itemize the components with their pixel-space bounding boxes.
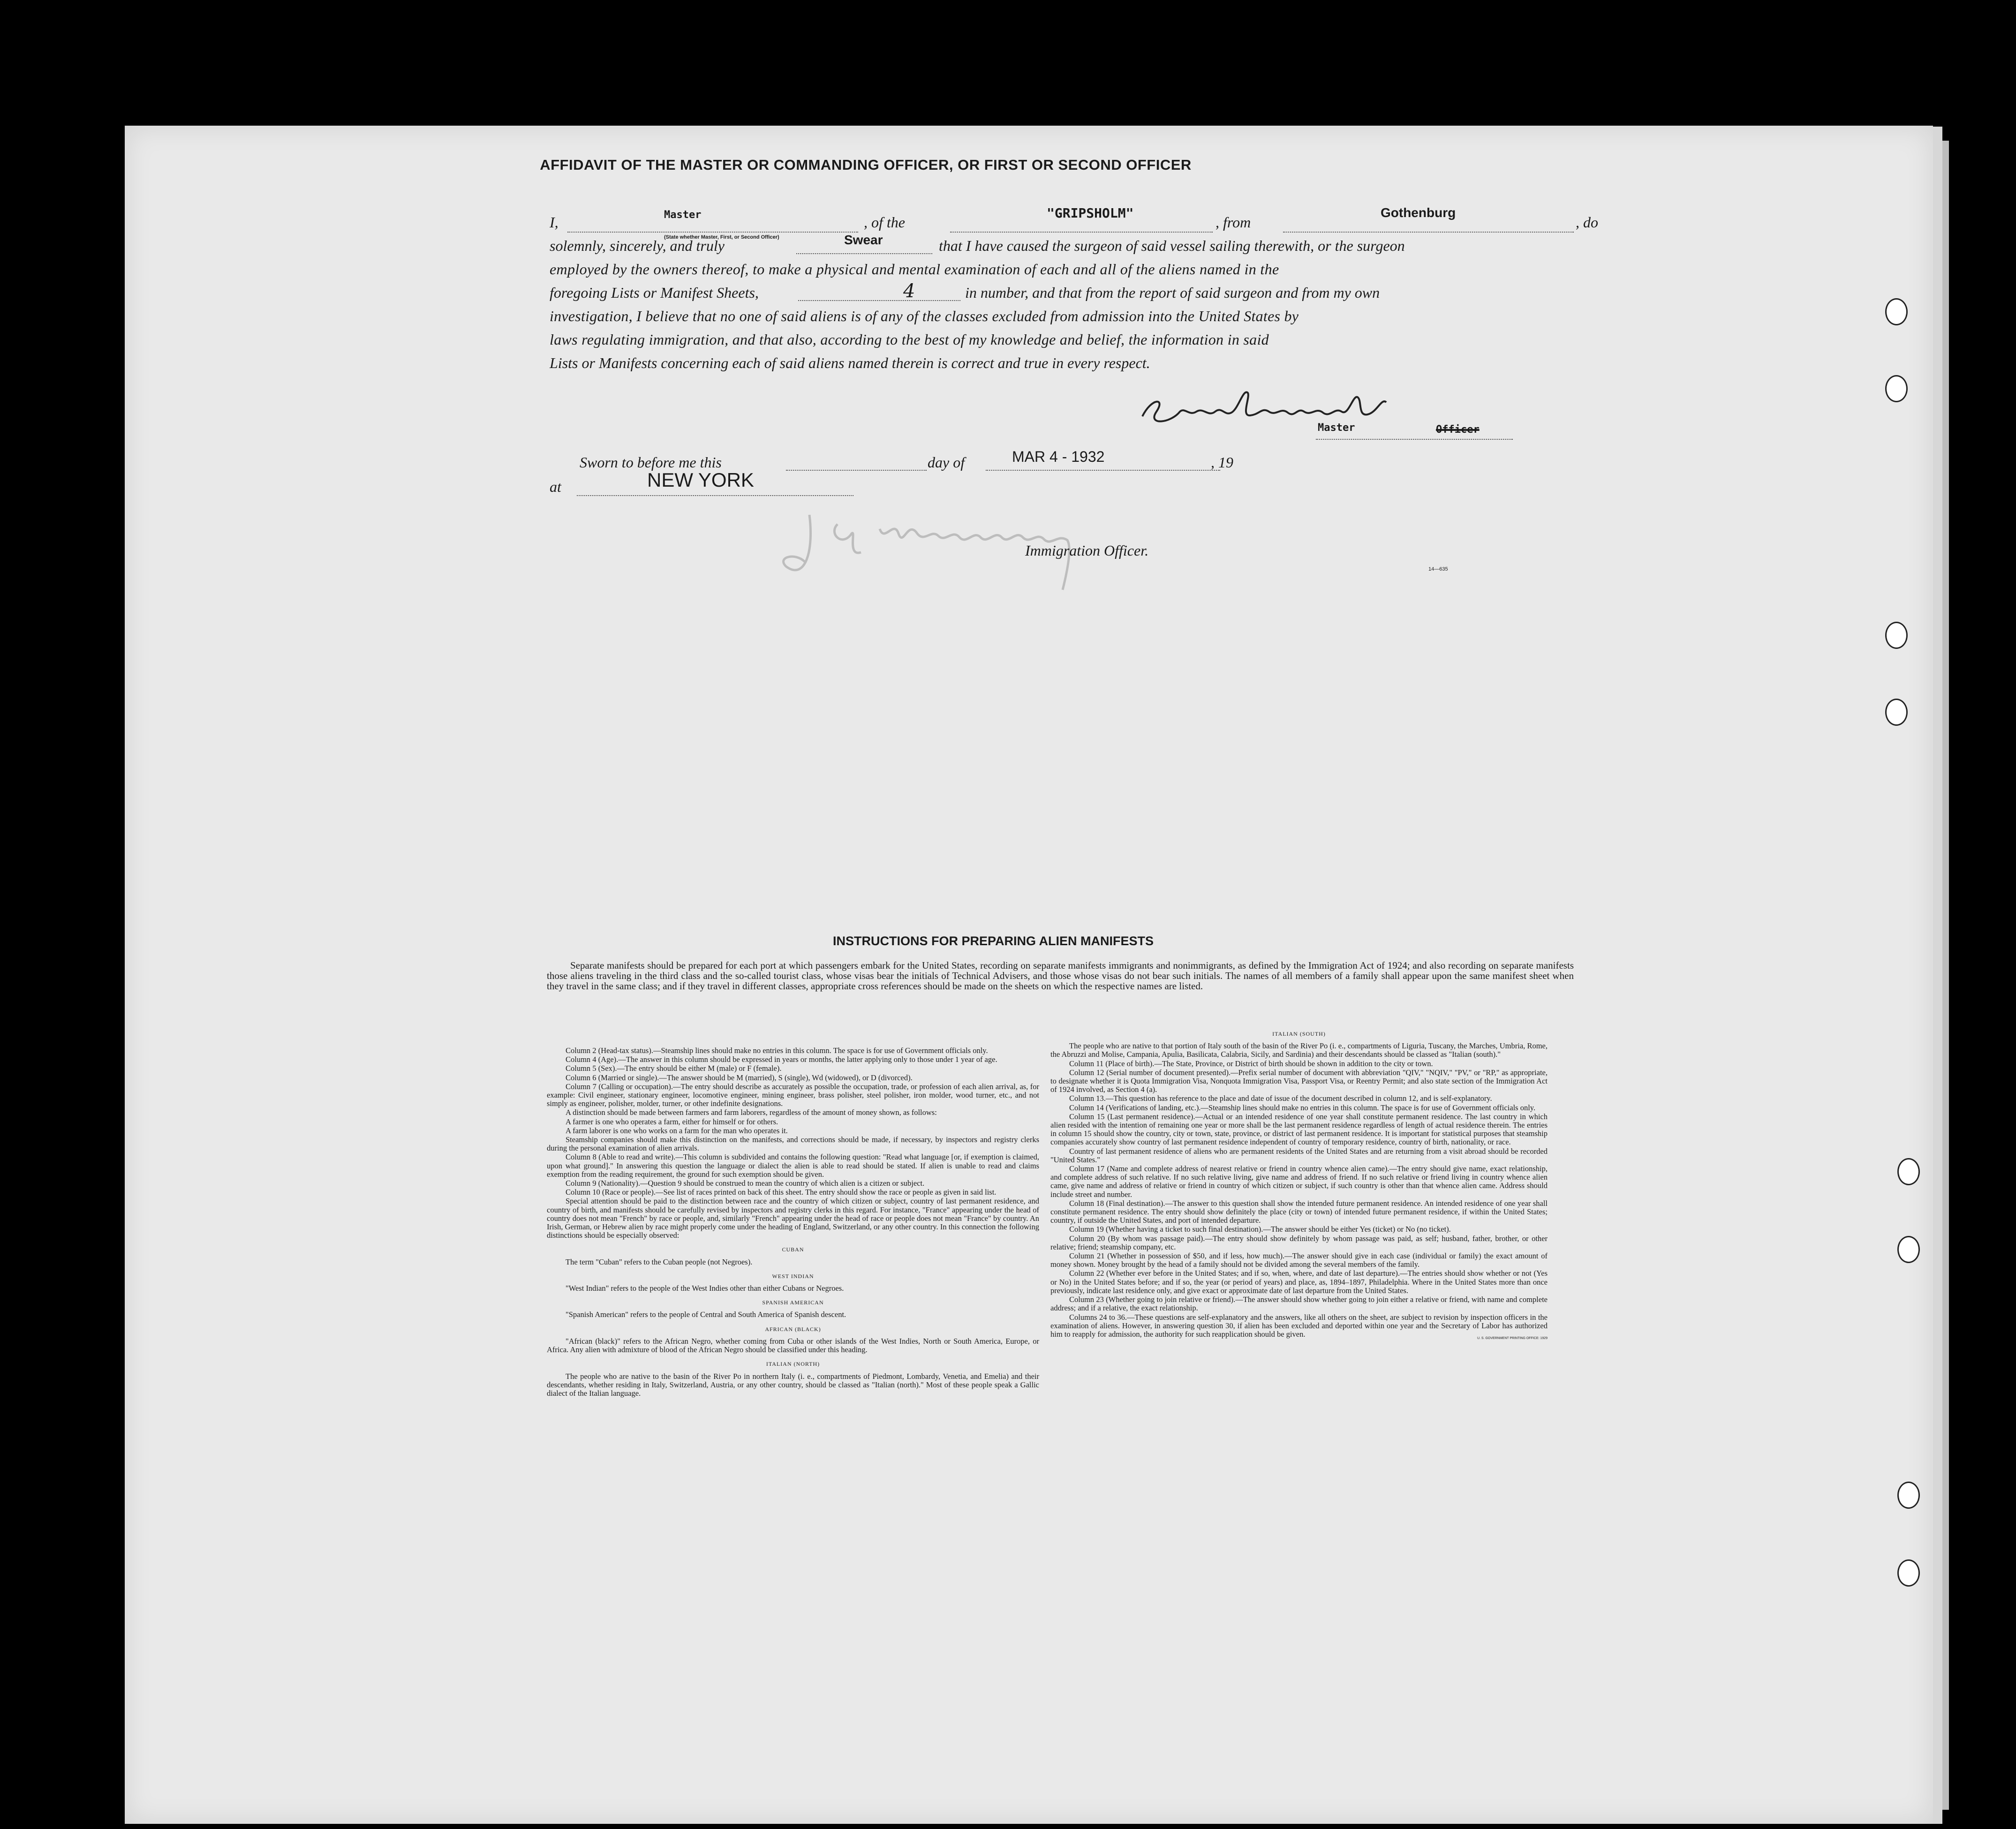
col-17-instruction: Column 17 (Name and complete address of nearest relative or friend in country whence alien came).—The entry should give name, exact relationship, and complete address of such relative. If no such relative living, give name and address of friend. If no such relative or friend living in country whence alien came, give name and address of relative or friend in country of which citizen or subject, if such country is other than that whence alien came. Address should include street and number. (1050, 1164, 1548, 1199)
col-18-instruction: Column 18 (Final destination).—The answer to this question shall show the intended future permanent residence. An intended residence of one year shall constitute permanent residence. The entry should show definitely the place (city or town) of intended future permanent residence, if within the United States; country, if outside the United States, and port of intended departure. (1050, 1198, 1548, 1225)
affidavit-title: AFFIDAVIT OF THE MASTER OR COMMANDING OFFICER, OR FIRST OR SECOND OFFICER (540, 157, 1192, 173)
page-edge-shadow (1942, 141, 1949, 1810)
instructions-title: INSTRUCTIONS FOR PREPARING ALIEN MANIFESTS (833, 934, 1154, 948)
special-attention: Special attention should be paid to the distinction between race and the country of which citizen or subject, country of last permanent residence, and country of birth, and manifests should be carefully revised by inspectors and registry clerks in this regard. For instance, "France" appearing under the head of country does not mean "French" by race or people, and, similarly "French" appearing under the head of race or people does not mean "France" by country. An Irish, German, or Hebrew alien by race might properly come under the heading of England, Switzerland, or any other country. In this connection the following distinctions should be especially observed: (547, 1197, 1039, 1240)
port-name: Gothenburg (1381, 205, 1456, 220)
struck-title: Officer (1436, 424, 1480, 436)
of-the-text: , of the (864, 214, 905, 231)
farm-distinction: A distinction should be made between farmers and farm laborers, regardless of the amount of money shown, as follows: (566, 1108, 937, 1117)
heading-african: AFRICAN (BLACK) (765, 1325, 821, 1332)
vessel-name: "GRIPSHOLM" (1047, 205, 1134, 221)
col-23-instruction: Column 23 (Whether going to join relative or friend).—The answer should show whether going to join either a relative or friend, with name and complete address; and if a relative, the exact relationship. (1050, 1295, 1548, 1313)
form-number: 14—635 (1428, 566, 1448, 572)
sheet-count: 4 (903, 280, 915, 302)
day-of-text: day of (928, 454, 965, 471)
from-text: , from (1216, 214, 1251, 231)
line3: employed by the owners thereof, to make a physical and mental examination of each and all of the aliens named in the (550, 261, 1279, 278)
farmer-definition: A farmer is one who operates a farm, either for himself or for others. (566, 1117, 778, 1126)
col-15-returning: Country of last permanent residence of aliens who are permanent residents of the United States and are returning from a visit abroad should be recorded "United States." (1050, 1146, 1548, 1164)
sheet-count-underline (798, 300, 960, 301)
african-definition: "African (black)" refers to the African Negro, whether coming from Cuba or other islands of the West Indies, North or South America, Europe, or Africa. Any alien with admixture of blood of the African Negro should be classified under this heading. (547, 1336, 1039, 1355)
heading-italian-north: ITALIAN (NORTH) (766, 1361, 820, 1368)
place: NEW YORK (647, 469, 754, 491)
col-20-instruction: Column 20 (By whom was passage paid).—The entry should show definitely by whom passage was paid, as self; husband, father, brother, or other relative; friend; steamship company, etc. (1050, 1234, 1548, 1251)
col-21-instruction: Column 21 (Whether in possession of $50, and if less, how much).—The answer should give in each case (individual or family) the exact amount of money shown. Money brought by the head of a family should not be divided among the several members of the family. (1050, 1251, 1548, 1269)
col-12-instruction: Column 12 (Serial number of document presented).—Prefix serial number of document with abbreviation "QIV," "NQIV," "PV," or "RP," as appropriate, to designate whether it is Quota Immigration Visa, Nonquota Immigration Visa, Passport Visa, or Reentry Permit; and also state section of the Immigration Act of 1924 involved, as Section 4 (a). (1050, 1068, 1548, 1094)
col-4-instruction: Column 4 (Age).—The answer in this column should be expressed in years or months, the latter applying only to those under 1 year of age. (566, 1055, 997, 1064)
col-5-instruction: Column 5 (Sex).—The entry should be either M (male) or F (female). (566, 1064, 782, 1073)
farm-corrections: Steamship companies should make this distinction on the manifests, and corrections should be made, if necessary, by inspectors and registry clerks during the personal examination of alien arrivals. (547, 1135, 1039, 1153)
rank-underline (567, 232, 858, 233)
page-edge (1933, 127, 1942, 1824)
col-24-36-instruction: Columns 24 to 36.—These questions are self-explanatory and the answers, like all others on the sheet, are subject to revision by inspection officers in the examination of aliens. However, in answering question 30, if alien has been excluded and deported within one year and the Secretary of Labor has authorized him to reapply for admission, the authority for such reapplication should be given. (1050, 1312, 1548, 1339)
spanish-american-definition: "Spanish American" refers to the people of Central and South America of Spanish descent. (566, 1310, 846, 1319)
italian-north-definition: The people who are native to the basin of the River Po in northern Italy (i. e., compartments of Piedmont, Lombardy, Venetia, and Emelia) and their descendants, whether residing in Italy, Switzerland, Austria, or any other country, should be classed as "Italian (north)." Most of these people speak a Gallic dialect of the Italian language. (547, 1371, 1039, 1398)
oath-underline (796, 253, 932, 254)
farm-laborer-definition: A farm laborer is one who works on a farm for the man who operates it. (566, 1126, 788, 1135)
col-8-instruction: Column 8 (Able to read and write).—This column is subdivided and contains the following question: "Read what language [or, if exemption is claimed, upon what ground]." In answering this question the language or dialect the alien is able to read should be stated. If alien is unable to read and claims exemption from the reading requirement, the ground for such exemption should be given. (547, 1152, 1039, 1179)
line4-b: in number, and that from the report of said surgeon and from my own (965, 284, 1380, 301)
line2-a: solemnly, sincerely, and truly (550, 237, 725, 254)
line5: investigation, I believe that no one of said aliens is of any of the classes excluded from admission into the United States by (550, 308, 1299, 324)
officer-rank: Master (664, 209, 702, 221)
instructions-intro: Separate manifests should be prepared for each port at which passengers embark for the United States, recording on separate manifests immigrants and nonimmigrants, as defined by the Immigration Act of 1924; and also recording on separate manifests those aliens traveling in the third class and the so-called tourist class, whose visas bear the initials of Technical Advisers, and those whose visas do not bear such initials. The names of all members of a family shall appear upon the same manifest sheet when they travel in the same class; and if they travel in different classes, appropriate cross references should be made on the sheets on which the respective names are listed. (547, 960, 1574, 992)
date-stamp: MAR 4 - 1932 (1012, 448, 1105, 465)
col-15-instruction: Column 15 (Last permanent residence).—Actual or an intended residence of one year shall constitute permanent residence. The last country in which alien resided with the intention of remaining one year or more shall be the last permanent residence regardless of length of actual residence therein. The entries in column 15 should show the country, city or town, state, province, or district of last permanent residence. It is important for statistical purposes that steamship companies accurately show country of last permanent residence independent of country of temporary residence, country of birth, nationality, or race. (1050, 1112, 1548, 1147)
i-text: I, (550, 214, 559, 231)
instructions-left-column (547, 1046, 1039, 1398)
vessel-underline (950, 232, 1213, 233)
line7: Lists or Manifests concerning each of said aliens named therein is correct and true in every respect. (550, 354, 1150, 371)
officer-note: (State whether Master, First, or Second Officer) (664, 234, 779, 240)
cuban-definition: The term "Cuban" refers to the Cuban people (not Negroes). (566, 1257, 753, 1266)
line4-a: foregoing Lists or Manifest Sheets, (550, 284, 759, 301)
col-13-instruction: Column 13.—This question has reference to the place and date of issue of the document described in column 12, and is self-explanatory. (1069, 1094, 1492, 1103)
signer-underline (1316, 439, 1513, 440)
printer-credit: U. S. GOVERNMENT PRINTING OFFICE: 1929 (1477, 1337, 1548, 1340)
do-text: , do (1576, 214, 1598, 231)
col-22-instruction: Column 22 (Whether ever before in the United States; and if so, when, where, and date of last departure).—The entries should show whether or not (Yes or No) in the United States before; and if so, the year (or period of years) and place, as, 1894–1897, Philadelphia. Where in the United States more than once previously, indicate last residence only, and give exact or approximate date of last departure from the United States. (1050, 1269, 1548, 1295)
heading-italian-south: ITALIAN (SOUTH) (1272, 1031, 1326, 1037)
heading-spanish-american: SPANISH AMERICAN (762, 1299, 824, 1306)
col-10-instruction: Column 10 (Race or people).—See list of races printed on back of this sheet. The entry should show the race or people as given in said list. (566, 1188, 997, 1197)
italian-south-definition: The people who are native to that portion of Italy south of the basin of the River Po (i. e., compartments of Liguria, Tuscany, the Marches, Umbria, Rome, the Abruzzi and Molise, Campania, Apulia, Basilicata, Calabria, Sicily, and Sardinia) and their descendants should be classed as "Italian (south)." (1050, 1041, 1548, 1059)
col-19-instruction: Column 19 (Whether having a ticket to such final destination).—The answer should be either Yes (ticket) or No (no ticket). (1069, 1225, 1451, 1234)
day-underline (786, 470, 927, 471)
signer-title: Master (1318, 422, 1355, 434)
col-6-instruction: Column 6 (Married or single).—The answer should be M (married), S (single), Wd (widowed), or D (divorced). (566, 1073, 913, 1082)
sworn-text: Sworn to before me this (580, 454, 722, 471)
west-indian-definition: "West Indian" refers to the people of the West Indies other than either Cubans or Negroes. (566, 1284, 844, 1293)
date-underline (986, 470, 1220, 471)
year-prefix: , 19 (1211, 454, 1233, 471)
col-11-instruction: Column 11 (Place of birth).—The State, Province, or District of birth should be shown in addition to the city or town. (1069, 1059, 1433, 1068)
heading-cuban: CUBAN (782, 1246, 804, 1253)
at-text: at (550, 478, 561, 495)
page-content (125, 126, 1933, 1824)
line6: laws regulating immigration, and that also, according to the best of my knowledge and belief, the information in said (550, 331, 1269, 348)
master-signature (1138, 379, 1400, 435)
col-14-instruction: Column 14 (Verifications of landing, etc.).—Steamship lines should make no entries in this column. The space is for use of Government officials only. (1069, 1103, 1536, 1112)
port-underline (1283, 232, 1574, 233)
col-2-instruction: Column 2 (Head-tax status).—Steamship lines should make no entries in this column. The space is for use of Government officials only. (566, 1046, 988, 1055)
instructions-right-column (1050, 1030, 1548, 1343)
line2-b: that I have caused the surgeon of said vessel sailing therewith, or the surgeon (939, 237, 1405, 254)
immigration-officer-label: Immigration Officer. (1025, 542, 1149, 559)
col-9-instruction: Column 9 (Nationality).—Question 9 should be construed to mean the country of which alien is a citizen or subject. (566, 1179, 925, 1188)
heading-west-indian: WEST INDIAN (772, 1272, 814, 1280)
oath-word: Swear (844, 233, 883, 247)
col-7-instruction: Column 7 (Calling or occupation).—The entry should describe as accurately as possible the occupation, trade, or profession of each alien arrival, as, for example: Civil engineer, stationary engineer, locomotive engineer, mining engineer, brass polisher, steel polisher, iron molder, wood turner, etc., and not simply as engineer, polisher, molder, turner, or other indefinite designations. (547, 1082, 1039, 1108)
